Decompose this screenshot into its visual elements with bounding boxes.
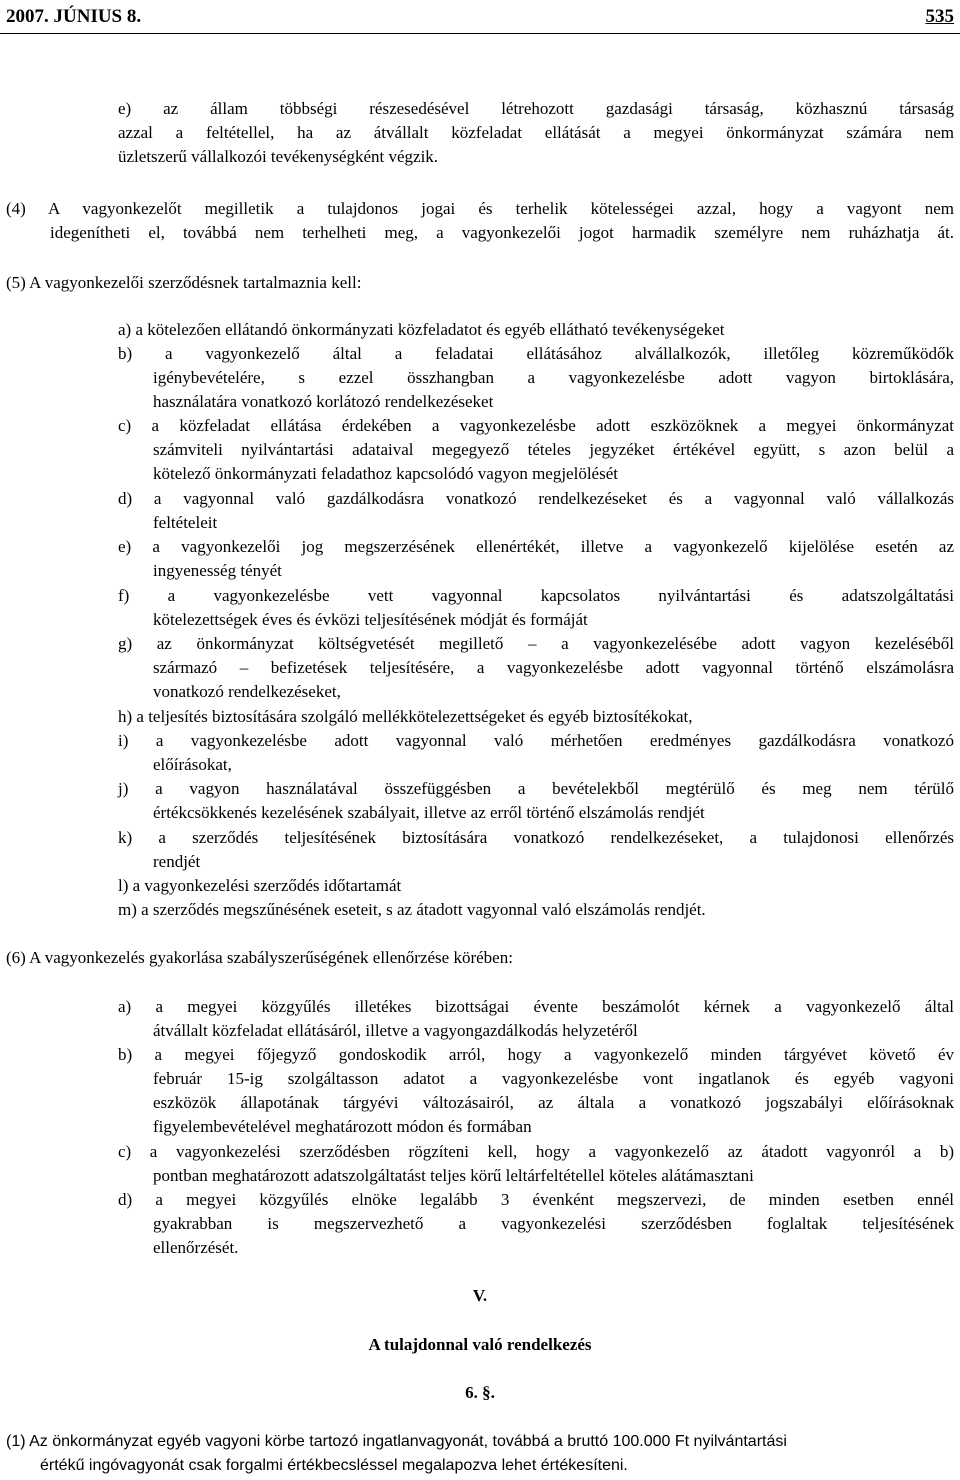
- para6-item-c: c) a vagyonkezelési szerződésben rögzíteni kell, hogy a vagyonkezelő az átadott vagyonról a b): [118, 1142, 954, 1161]
- block-e-line-2: azzal a feltétellel, ha az átvállalt közfeladat ellátását a megyei önkormányzat számára nem: [118, 123, 954, 142]
- para5-item-g-cont1: származó – befizetések teljesítésére, a vagyonkezelésbe adott vagyonnal történő elszámolásra: [153, 658, 954, 677]
- para5-item-k: k) a szerződés teljesítésének biztosítására vonatkozó rendelkezéseket, a tulajdonosi ellenőrzés: [118, 828, 954, 847]
- para6-item-d-cont1: gyakrabban is megszervezhető a vagyonkezelési szerződésben foglaltak teljesítésének: [153, 1214, 954, 1233]
- para6-item-a-cont1: átvállalt közfeladat ellátásáról, illetve a vagyongazdálkodás helyzetéről: [153, 1021, 638, 1040]
- para5-item-f: f) a vagyonkezelésbe vett vagyonnal kapcsolatos nyilvántartási és adatszolgáltatási: [118, 586, 954, 605]
- para5-item-a: a) a kötelezően ellátandó önkormányzati közfeladatot és egyéb ellátható tevékenységeket: [118, 320, 725, 339]
- para5-item-c-cont1: számviteli nyilvántartási adataival megegyező tételes jegyzéket értékével együtt, s azon belül a: [153, 440, 954, 459]
- para6-item-b-cont2: eszközök állapotának tárgyévi változásairól, az általa a vonatkozó jogszabályi előírásoknak: [153, 1093, 954, 1112]
- para6-item-a: a) a megyei közgyűlés illetékes bizottságai évente beszámolót kérnek a vagyonkezelő által: [118, 997, 954, 1016]
- para5-item-e-cont1: ingyenesség tényét: [153, 561, 282, 580]
- para5-item-m: m) a szerződés megszűnésének eseteit, s az átadott vagyonnal való elszámolás rendjét.: [118, 900, 706, 919]
- section-numeral: V.: [472, 1286, 488, 1305]
- s6-para1-line-2: értékű ingóvagyonát csak forgalmi értékbecsléssel megalapozva lehet értékesíteni.: [40, 1457, 628, 1474]
- para5-item-c-cont2: kötelező önkormányzati feladathoz kapcsolódó vagyon megjelölését: [153, 464, 618, 483]
- block-e-line-1: e) az állam többségi részesedésével létrehozott gazdasági társaság, közhasznú társaság: [118, 99, 954, 118]
- section-paragraph-number: 6. §.: [465, 1383, 495, 1402]
- para5-item-f-cont1: kötelezettségek éves és évközi teljesítésének módját és formáját: [153, 610, 588, 629]
- para5-item-e: e) a vagyonkezelői jog megszerzésének ellenértékét, illetve a vagyonkezelő kijelölése esetén az: [118, 537, 954, 556]
- para6-item-b: b) a megyei főjegyző gondoskodik arról, hogy a vagyonkezelő minden tárgyévet követő év: [118, 1045, 954, 1064]
- s6-para1-line-1: (1) Az önkormányzat egyéb vagyoni körbe tartozó ingatlanvagyonát, továbbá a bruttó 100.000 Ft nyilvántartási: [6, 1433, 787, 1450]
- para5-item-g-cont2: vonatkozó rendelkezéseket,: [153, 682, 341, 701]
- block-e-line-3: üzletszerű vállalkozói tevékenységként végzik.: [118, 147, 439, 166]
- para5-item-d-cont1: feltételeit: [153, 513, 218, 532]
- para5-item-b-cont1: igénybevételére, s ezzel összhangban a vagyonkezelésbe adott vagyon birtoklására,: [153, 368, 954, 387]
- para5-item-b: b) a vagyonkezelő által a feladatai ellátásához alvállalkozók, illetőleg közreműködők: [118, 344, 954, 363]
- page-header: [0, 0, 960, 36]
- para5-item-j-cont1: értékcsökkenés kezelésének szabályait, illetve az erről történő elszámolás rendjét: [153, 803, 705, 822]
- header-date: 2007. JÚNIUS 8.: [6, 6, 142, 27]
- para6-intro: (6) A vagyonkezelés gyakorlása szabályszerűségének ellenőrzése körében:: [6, 948, 513, 967]
- header-rule: [0, 33, 960, 34]
- para6-item-b-cont1: február 15-ig szolgáltasson adatot a vagyonkezelésbe vont ingatlanok és egyéb vagyoni: [153, 1069, 954, 1088]
- para5-item-b-cont2: használatára vonatkozó korlátozó rendelkezéseket: [153, 392, 494, 411]
- para4-line-1: (4) A vagyonkezelőt megilletik a tulajdonos jogai és terhelik kötelességei azzal, hogy a vagyont nem: [6, 199, 954, 218]
- para5-item-g: g) az önkormányzat költségvetését megillető – a vagyonkezelésébe adott vagyon kezeléséből: [118, 634, 954, 653]
- para5-item-j: j) a vagyon használatával összefüggésben a bevételekből megtérülő és meg nem térülő: [118, 779, 954, 798]
- para5-item-d: d) a vagyonnal való gazdálkodásra vonatkozó rendelkezéseket és a vagyonnal való vállalkozás: [118, 489, 954, 508]
- para5-item-l: l) a vagyonkezelési szerződés időtartamát: [118, 876, 402, 895]
- para6-item-d: d) a megyei közgyűlés elnöke legalább 3 évenként megszervezi, de minden esetben ennél: [118, 1190, 954, 1209]
- para5-item-c: c) a közfeladat ellátása érdekében a vagyonkezelésbe adott eszközöknek a megyei önkormányzat: [118, 416, 954, 435]
- para5-item-i: i) a vagyonkezelésbe adott vagyonnal való mérhetően eredményes gazdálkodásra vonatkozó: [118, 731, 954, 750]
- para5-item-h: h) a teljesítés biztosítására szolgáló mellékkötelezettségeket és egyéb biztosítékokat,: [118, 707, 693, 726]
- para6-item-d-cont2: ellenőrzését.: [153, 1238, 239, 1257]
- para6-item-b-cont3: figyelembevételével meghatározott módon és formában: [153, 1117, 532, 1136]
- para4-line-2: idegenítheti el, továbbá nem terhelheti meg, a vagyonkezelői jogot harmadik személyre nem ruházhatja át.: [50, 223, 954, 242]
- page-number: 535: [925, 6, 954, 27]
- para5-item-k-cont1: rendjét: [153, 852, 201, 871]
- section-title: A tulajdonnal való rendelkezés: [368, 1335, 592, 1354]
- para5-intro: (5) A vagyonkezelői szerződésnek tartalmaznia kell:: [6, 273, 362, 292]
- para6-item-c-cont1: pontban meghatározott adatszolgáltatást teljes körű leltárfeltétellel köteles alátámasztani: [153, 1166, 754, 1185]
- para5-item-i-cont1: előírásokat,: [153, 755, 232, 774]
